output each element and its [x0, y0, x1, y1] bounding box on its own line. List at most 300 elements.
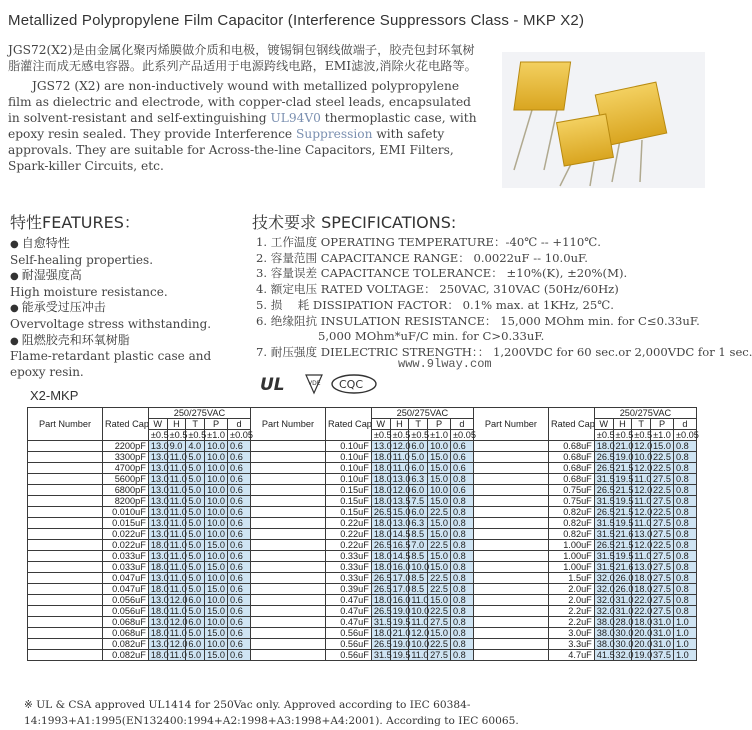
dimension-cell: 0.8 [673, 463, 696, 474]
dimension-cell: 0.8 [673, 518, 696, 529]
voltage-header: 250/275VAC [371, 408, 473, 419]
dimension-cell: 12.0 [632, 441, 651, 452]
table-row [28, 463, 697, 474]
tolerance-header: ±0.5 [148, 430, 167, 441]
rated-cap-cell: 1.00uF [548, 540, 594, 551]
part-number-cell [250, 617, 325, 628]
dimension-cell: 18.0 [632, 617, 651, 628]
dimension-cell: 10.0 [409, 562, 428, 573]
dimension-cell: 0.6 [228, 496, 251, 507]
dimension-cell: 10.0 [205, 595, 228, 606]
dimension-header: d [228, 419, 251, 430]
dimension-cell: 13.0 [148, 617, 167, 628]
rated-cap-cell: 0.75uF [548, 496, 594, 507]
dimension-cell: 10.0 [632, 452, 651, 463]
dimension-header: d [673, 419, 696, 430]
part-number-cell [28, 562, 103, 573]
certification-icons [258, 373, 388, 395]
dimension-cell: 37.5 [651, 650, 674, 661]
dimension-cell: 0.6 [228, 650, 251, 661]
dimension-cell: 26.5 [371, 639, 390, 650]
table-row [28, 584, 697, 595]
dimension-cell: 0.8 [451, 639, 474, 650]
dimension-cell: 18.0 [371, 562, 390, 573]
table-row [28, 562, 697, 573]
rated-cap-cell: 0.47uF [325, 606, 371, 617]
dimension-cell: 27.5 [651, 562, 674, 573]
dimension-cell: 0.6 [228, 518, 251, 529]
feature-item-cn: ● 耐湿强度高 [10, 268, 245, 285]
tolerance-header: ±0.5 [371, 430, 390, 441]
dimension-cell: 10.0 [205, 463, 228, 474]
svg-text:CQC: CQC [339, 378, 364, 391]
rated-cap-header: Rated Cap [325, 408, 371, 441]
capacitor-photo [502, 52, 705, 188]
dimension-cell: 28.0 [613, 617, 632, 628]
dimension-cell: 22.5 [428, 540, 451, 551]
rated-cap-cell: 0.082uF [103, 650, 149, 661]
dimension-cell: 11.0 [167, 485, 186, 496]
dimension-cell: 10.0 [205, 573, 228, 584]
dimension-cell: 0.8 [673, 529, 696, 540]
tolerance-header: ±1.0 [428, 430, 451, 441]
part-number-cell [28, 606, 103, 617]
dimension-cell: 11.0 [632, 551, 651, 562]
tolerance-header: ±0.5 [409, 430, 428, 441]
dimension-cell: 31.5 [371, 650, 390, 661]
rated-cap-cell: 0.68uF [548, 463, 594, 474]
intro-english-part3: with safety approvals. They are suitable for Across-the-line Capacitors, EMI Filters, Spark-killer Circuits, etc. [8, 127, 454, 173]
dimension-cell: 31.0 [651, 628, 674, 639]
rated-cap-cell: 0.47uF [325, 595, 371, 606]
dimension-cell: 10.0 [205, 474, 228, 485]
dimension-cell: 5.0 [186, 540, 205, 551]
dimension-cell: 26.5 [371, 573, 390, 584]
table-row [28, 617, 697, 628]
dimension-cell: 0.8 [451, 595, 474, 606]
dimension-cell: 8.5 [409, 584, 428, 595]
dimension-cell: 27.5 [651, 518, 674, 529]
dimension-cell: 21.6 [613, 562, 632, 573]
table-row [28, 650, 697, 661]
dimension-cell: 19.0 [613, 452, 632, 463]
dimension-cell: 0.8 [451, 551, 474, 562]
dimension-cell: 13.5 [390, 496, 409, 507]
table-row [28, 507, 697, 518]
rated-cap-cell: 0.033uF [103, 551, 149, 562]
dimension-cell: 18.0 [594, 441, 613, 452]
dimension-cell: 5.0 [186, 474, 205, 485]
dimension-cell: 38.0 [594, 628, 613, 639]
dimension-cell: 31.0 [651, 639, 674, 650]
dimension-cell: 4.0 [186, 441, 205, 452]
dimension-cell: 0.6 [228, 584, 251, 595]
dimension-cell: 0.6 [228, 639, 251, 650]
series-label: X2-MKP [30, 388, 79, 403]
part-number-cell [28, 441, 103, 452]
dimension-cell: 26.5 [371, 584, 390, 595]
rated-cap-cell: 1.5uF [548, 573, 594, 584]
dimension-header: T [632, 419, 651, 430]
part-number-cell [28, 485, 103, 496]
dimension-cell: 15.0 [651, 441, 674, 452]
dimension-cell: 31.5 [594, 529, 613, 540]
rated-cap-cell: 8200pF [103, 496, 149, 507]
dimension-cell: 21.6 [613, 529, 632, 540]
approval-note: ※ UL & CSA approved UL1414 for 250Vac only. Approved according to IEC 60384-14:1993+A1:1995(EN132400:1994+A2:1998+A3:1998+A4:2001). According to IEC 60065. [24, 699, 519, 727]
cqc-logo [332, 375, 376, 393]
dimension-cell: 10.0 [409, 606, 428, 617]
dimension-cell: 31.5 [371, 617, 390, 628]
rated-cap-cell: 0.47uF [325, 617, 371, 628]
dimension-cell: 11.0 [409, 617, 428, 628]
dimension-cell: 13.0 [632, 562, 651, 573]
dimension-cell: 11.0 [632, 496, 651, 507]
dimension-cell: 10.0 [205, 507, 228, 518]
dimension-cell: 12.0 [632, 540, 651, 551]
dimension-cell: 15.0 [428, 529, 451, 540]
part-number-cell [28, 573, 103, 584]
tolerance-header: ±0.05 [673, 430, 696, 441]
part-number-cell [28, 551, 103, 562]
dimension-cell: 19.0 [390, 606, 409, 617]
dimension-cell: 15.0 [205, 606, 228, 617]
rated-cap-cell: 0.75uF [548, 485, 594, 496]
features-list [10, 236, 245, 380]
part-number-cell [473, 496, 548, 507]
part-number-cell [473, 474, 548, 485]
voltage-header: 250/275VAC [148, 408, 250, 419]
dimension-cell: 13.0 [148, 485, 167, 496]
dimension-cell: 0.6 [451, 452, 474, 463]
dimension-cell: 18.0 [371, 595, 390, 606]
dimension-cell: 26.5 [371, 606, 390, 617]
dimension-cell: 10.0 [205, 452, 228, 463]
dimension-cell: 32.0 [594, 595, 613, 606]
rated-cap-cell: 0.068uF [103, 628, 149, 639]
dimension-cell: 0.6 [228, 474, 251, 485]
rated-cap-cell: 3.3uF [548, 639, 594, 650]
dimension-cell: 21.0 [390, 628, 409, 639]
part-number-cell [250, 507, 325, 518]
dimension-cell: 11.0 [167, 463, 186, 474]
part-number-cell [473, 529, 548, 540]
part-number-cell [250, 584, 325, 595]
specification-item: 2. 容量范围 CAPACITANCE RANGE： 0.0022uF -- 10.0uF. [256, 250, 588, 265]
dimension-cell: 31.0 [613, 595, 632, 606]
dimension-cell: 18.0 [371, 529, 390, 540]
dimension-cell: 31.5 [594, 551, 613, 562]
dimension-cell: 22.5 [651, 463, 674, 474]
dimension-cell: 26.5 [594, 507, 613, 518]
dimension-cell: 0.6 [228, 485, 251, 496]
dimension-cell: 38.0 [594, 639, 613, 650]
dimension-cell: 15.0 [205, 628, 228, 639]
dimension-cell: 15.0 [428, 595, 451, 606]
dimension-cell: 0.8 [451, 573, 474, 584]
part-number-cell [28, 463, 103, 474]
dimension-cell: 0.6 [228, 540, 251, 551]
part-number-cell [250, 441, 325, 452]
feature-item-cn: ● 自愈特性 [10, 236, 245, 253]
dimension-header: H [613, 419, 632, 430]
dimension-cell: 32.0 [594, 573, 613, 584]
dimension-cell: 22.5 [651, 452, 674, 463]
dimension-cell: 0.8 [673, 507, 696, 518]
dimension-cell: 27.5 [651, 529, 674, 540]
tolerance-header: ±0.05 [228, 430, 251, 441]
dimension-cell: 14.5 [390, 529, 409, 540]
dimension-cell: 6.0 [186, 595, 205, 606]
dimension-cell: 18.0 [148, 628, 167, 639]
rated-cap-cell: 0.56uF [325, 639, 371, 650]
part-number-cell [250, 606, 325, 617]
dimension-cell: 30.0 [613, 639, 632, 650]
rated-cap-cell: 0.15uF [325, 485, 371, 496]
dimension-cell: 13.0 [390, 518, 409, 529]
dimension-cell: 16.0 [390, 562, 409, 573]
table-row [28, 485, 697, 496]
dimension-cell: 0.8 [451, 529, 474, 540]
table-row [28, 551, 697, 562]
dimension-cell: 27.5 [651, 551, 674, 562]
table-row [28, 540, 697, 551]
part-number-cell [250, 496, 325, 507]
dimension-cell: 17.0 [390, 584, 409, 595]
dimension-cell: 6.0 [409, 485, 428, 496]
dimension-cell: 22.0 [632, 606, 651, 617]
dimension-cell: 0.8 [451, 617, 474, 628]
dimension-cell: 26.5 [594, 485, 613, 496]
specification-item: 5. 损 耗 DISSIPATION FACTOR： 0.1% max. at 1KHz, 25℃. [256, 297, 614, 312]
dimension-cell: 7.5 [409, 496, 428, 507]
dimension-cell: 10.0 [205, 529, 228, 540]
part-number-cell [250, 650, 325, 661]
dimension-cell: 18.0 [632, 584, 651, 595]
dimension-cell: 32.0 [594, 606, 613, 617]
dimension-cell: 15.0 [428, 518, 451, 529]
dimension-cell: 0.8 [673, 595, 696, 606]
dimension-header: P [651, 419, 674, 430]
feature-item-en: Self-healing properties. [10, 252, 154, 267]
dimension-cell: 5.0 [409, 452, 428, 463]
certification-logos [258, 373, 388, 395]
dimension-cell: 10.0 [205, 617, 228, 628]
dimension-cell: 10.0 [205, 441, 228, 452]
ul-logo [260, 375, 285, 395]
dimension-cell: 22.5 [428, 606, 451, 617]
specification-item: 7. 耐压强度 DIELECTRIC STRENGTH：： 1,200VDC for 60 sec.or 2,000VDC for 1 sec. [256, 344, 752, 359]
dimension-cell: 5.0 [186, 529, 205, 540]
dimension-cell: 0.8 [673, 540, 696, 551]
specification-item: 5,000 MOhm*uF/C min. for C>0.33uF. [318, 329, 545, 344]
rated-cap-cell: 4.7uF [548, 650, 594, 661]
dimension-cell: 0.6 [228, 551, 251, 562]
dimension-cell: 1.0 [673, 617, 696, 628]
dimension-cell: 0.8 [451, 496, 474, 507]
specification-item: 6. 绝缘阻抗 INSULATION RESISTANCE： 15,000 MOhm min. for C≤0.33uF. [256, 313, 700, 328]
dimension-cell: 0.8 [451, 474, 474, 485]
table-row [28, 496, 697, 507]
part-number-cell [28, 529, 103, 540]
part-number-cell [473, 650, 548, 661]
dimension-cell: 21.0 [613, 441, 632, 452]
dimension-cell: 0.8 [451, 584, 474, 595]
dimension-cell: 6.3 [409, 518, 428, 529]
part-number-cell [28, 474, 103, 485]
intro-english-highlight2: Suppression [296, 127, 373, 141]
part-number-cell [28, 496, 103, 507]
dimension-cell: 5.0 [186, 496, 205, 507]
table-row [28, 639, 697, 650]
dimension-cell: 0.6 [228, 463, 251, 474]
tolerance-header: ±0.5 [632, 430, 651, 441]
dimension-cell: 27.5 [428, 617, 451, 628]
dimension-cell: 19.5 [613, 551, 632, 562]
part-number-header: Part Number [473, 408, 548, 441]
vde-logo [306, 375, 322, 393]
part-number-cell [28, 540, 103, 551]
intro-english-part2: thermoplastic case, with epoxy resin sealed. They provide Interference [8, 111, 477, 141]
tolerance-header: ±0.5 [390, 430, 409, 441]
dimension-cell: 27.5 [428, 650, 451, 661]
rated-cap-cell: 0.68uF [548, 441, 594, 452]
dimension-header: T [186, 419, 205, 430]
dimension-cell: 0.6 [228, 617, 251, 628]
tolerance-header: ±0.5 [594, 430, 613, 441]
dimension-cell: 1.0 [673, 650, 696, 661]
dimension-cell: 0.6 [228, 562, 251, 573]
table-row [28, 628, 697, 639]
part-number-cell [473, 606, 548, 617]
dimension-cell: 13.0 [148, 507, 167, 518]
dimension-cell: 0.8 [673, 496, 696, 507]
rated-cap-cell: 0.33uF [325, 551, 371, 562]
dimension-cell: 5.0 [186, 518, 205, 529]
feature-item-cn: ● 能承受过压冲击 [10, 300, 245, 317]
dimension-cell: 6.3 [409, 474, 428, 485]
rated-cap-cell: 3.0uF [548, 628, 594, 639]
dimension-cell: 26.0 [613, 584, 632, 595]
dimension-cell: 5.0 [186, 650, 205, 661]
dimension-cell: 11.0 [167, 496, 186, 507]
dimension-cell: 0.8 [673, 452, 696, 463]
dimension-cell: 22.5 [428, 573, 451, 584]
dimension-cell: 31.0 [613, 606, 632, 617]
table-row [28, 452, 697, 463]
dimension-cell: 18.0 [371, 474, 390, 485]
dimension-cell: 21.5 [613, 485, 632, 496]
part-number-cell [473, 639, 548, 650]
part-number-cell [250, 562, 325, 573]
specification-item: 4. 额定电压 RATED VOLTAGE： 250VAC, 310VAC (50Hz/60Hz) [256, 282, 619, 297]
dimension-cell: 11.0 [167, 529, 186, 540]
part-number-cell [28, 639, 103, 650]
website-watermark: www.9lway.com [398, 357, 492, 371]
dimension-cell: 0.8 [451, 562, 474, 573]
dimension-cell: 12.0 [632, 507, 651, 518]
dimension-header: W [371, 419, 390, 430]
rated-cap-cell: 0.082uF [103, 639, 149, 650]
dimension-cell: 18.0 [371, 496, 390, 507]
dimension-cell: 0.6 [451, 441, 474, 452]
rated-cap-cell: 0.022uF [103, 540, 149, 551]
rated-cap-cell: 0.10uF [325, 441, 371, 452]
dimension-cell: 13.0 [148, 529, 167, 540]
dimension-cell: 19.0 [632, 650, 651, 661]
table-header-row [28, 408, 697, 419]
tolerance-header: ±0.5 [613, 430, 632, 441]
dimension-cell: 13.0 [148, 441, 167, 452]
dimension-cell: 13.0 [148, 452, 167, 463]
rated-cap-cell: 0.15uF [325, 496, 371, 507]
specifications-heading: 技术要求 SPECIFICATIONS: [252, 213, 457, 232]
dimension-cell: 0.8 [451, 606, 474, 617]
part-number-cell [28, 507, 103, 518]
rated-cap-cell: 0.68uF [548, 474, 594, 485]
dimension-cell: 13.0 [148, 474, 167, 485]
dimension-cell: 13.0 [371, 441, 390, 452]
dimension-cell: 26.0 [613, 573, 632, 584]
rated-cap-cell: 4700pF [103, 463, 149, 474]
svg-text:UL: UL [260, 375, 285, 395]
dimension-cell: 11.0 [390, 463, 409, 474]
part-number-cell [250, 639, 325, 650]
tolerance-header: ±0.5 [167, 430, 186, 441]
dimension-cell: 27.5 [651, 595, 674, 606]
capacitor-illustration [502, 52, 705, 188]
dimension-cell: 1.0 [673, 639, 696, 650]
dimension-cell: 19.5 [390, 617, 409, 628]
part-number-cell [250, 540, 325, 551]
dimension-cell: 0.6 [228, 606, 251, 617]
dimension-cell: 27.5 [651, 496, 674, 507]
dimension-cell: 22.5 [651, 485, 674, 496]
svg-text:VDE: VDE [308, 380, 321, 387]
specifications-list [256, 235, 752, 361]
dimension-cell: 26.5 [594, 540, 613, 551]
features-heading: 特性FEATURES： [10, 213, 140, 232]
rated-cap-cell: 0.33uF [325, 562, 371, 573]
dimension-cell: 5.0 [186, 507, 205, 518]
dimension-cell: 15.0 [428, 496, 451, 507]
dimension-cell: 31.5 [594, 518, 613, 529]
dimension-cell: 0.8 [673, 562, 696, 573]
dimension-cell: 21.5 [613, 507, 632, 518]
part-number-cell [250, 463, 325, 474]
dimension-cell: 11.0 [167, 573, 186, 584]
dimension-cell: 11.0 [167, 551, 186, 562]
dimension-cell: 0.6 [228, 573, 251, 584]
dimension-header: P [428, 419, 451, 430]
dimension-cell: 15.0 [428, 551, 451, 562]
table-row [28, 474, 697, 485]
dimension-cell: 22.5 [428, 584, 451, 595]
dimension-cell: 6.0 [409, 463, 428, 474]
dimension-cell: 10.0 [205, 496, 228, 507]
rated-cap-cell: 0.015uF [103, 518, 149, 529]
dimension-cell: 1.0 [673, 628, 696, 639]
dimension-cell: 0.8 [673, 485, 696, 496]
dimension-cell: 0.8 [673, 441, 696, 452]
dimension-cell: 13.0 [148, 573, 167, 584]
rated-cap-cell: 0.10uF [325, 463, 371, 474]
dimension-cell: 5.0 [186, 573, 205, 584]
dimension-cell: 10.0 [205, 639, 228, 650]
part-number-cell [473, 584, 548, 595]
rated-cap-cell: 0.56uF [325, 628, 371, 639]
dimension-cell: 12.0 [390, 485, 409, 496]
